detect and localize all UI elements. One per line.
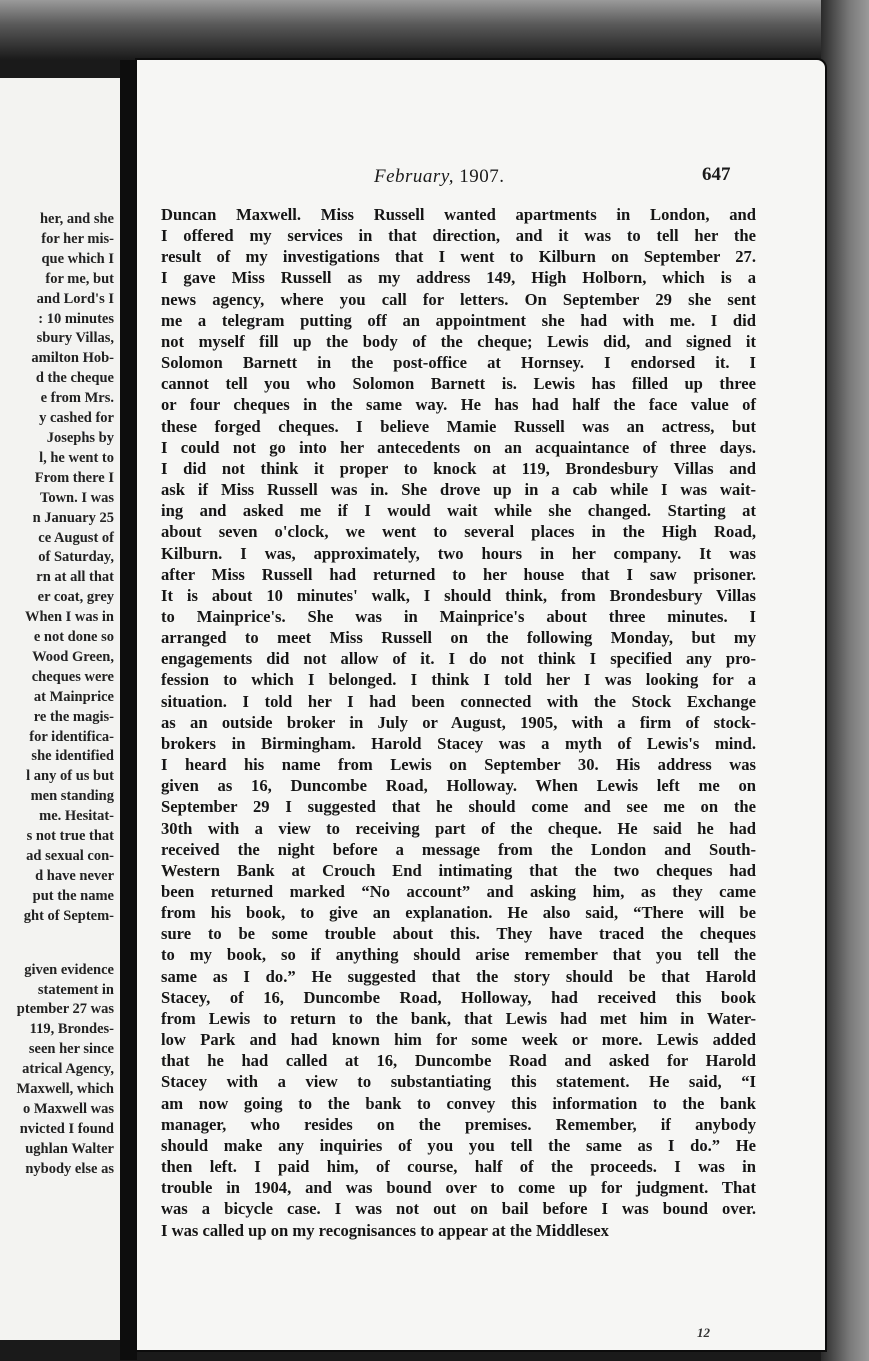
previous-page-line: nvicted I found — [19, 1120, 114, 1137]
text-line: I offered my services in that direction, and it was to tell her the — [161, 226, 756, 246]
text-line: me a telegram putting off an appointment she had with me. I did — [161, 310, 756, 330]
previous-page-line: : 10 minutes — [38, 310, 114, 327]
previous-page-line: sbury Villas, — [36, 330, 114, 347]
header-date — [374, 166, 504, 188]
text-line: 30th with a view to receiving part of the cheque. He said he had — [161, 818, 756, 838]
page-number: 647 — [702, 164, 731, 185]
page-body-text — [161, 204, 756, 1241]
text-line: low Park and had known him for some week or more. Lewis added — [161, 1030, 756, 1050]
text-line: September 29 I suggested that he should come and see me on the — [161, 797, 756, 817]
previous-page-line: me. Hesitat- — [39, 808, 114, 825]
previous-page-line: for identifica- — [29, 728, 114, 745]
text-line: after Miss Russell had returned to her house that I saw prisoner. — [161, 564, 756, 584]
previous-page-line: Josephs by — [46, 429, 114, 446]
text-line: Western Bank at Crouch End intimating that the two cheques had — [161, 860, 756, 880]
previous-page-line: s not true that — [26, 828, 114, 845]
previous-page-line: for her mis- — [41, 230, 114, 247]
previous-page-line: que which I — [41, 250, 114, 267]
text-line: Kilburn. I was, approximately, two hours in her company. It was — [161, 543, 756, 563]
text-line: news agency, where you call for letters. On September 29 she sent — [161, 289, 756, 309]
previous-page-line: at Mainprice — [33, 688, 114, 705]
text-line: from his book, to give an explanation. He also said, “There will be — [161, 903, 756, 923]
text-line: engagements did not allow of it. I do not think I specified any pro- — [161, 649, 756, 669]
text-line: been returned marked “No account” and asking him, as they came — [161, 882, 756, 901]
previous-page-line: re the magis- — [33, 708, 114, 725]
previous-page-line: she identified — [31, 748, 114, 765]
previous-page-line: e from Mrs. — [40, 390, 114, 407]
text-line: not myself fill up the body of the cheque; Lewis did, and signed it — [161, 331, 756, 351]
previous-page-line: nybody else as — [25, 1160, 114, 1177]
text-line: same as I do.” He suggested that the story should be that Harold — [161, 966, 756, 986]
text-line: trouble in 1904, and was bound over to come up for judgment. That — [161, 1178, 756, 1198]
previous-page-line: men standing — [30, 788, 114, 805]
text-line: ask if Miss Russell was in. She drove up in a cab while I was wait- — [161, 480, 756, 500]
previous-page-line: ughlan Walter — [25, 1140, 114, 1157]
previous-page-line: for me, but — [45, 270, 114, 287]
previous-page-line: given evidence — [24, 961, 114, 978]
previous-page-line: ptember 27 was — [16, 1001, 114, 1018]
book-gutter — [120, 60, 137, 1360]
text-line: should make any inquiries of you you tell the same as I do.” He — [161, 1135, 756, 1155]
text-line: given as 16, Duncombe Road, Holloway. When Lewis left me on — [161, 776, 756, 796]
previous-page-line: d have never — [35, 867, 114, 884]
scan-right-edge — [821, 0, 869, 1361]
previous-page-line: From there I — [34, 469, 114, 486]
text-line: Duncan Maxwell. Miss Russell wanted apartments in London, and — [161, 205, 756, 224]
text-line: then left. I paid him, of course, half of the proceeds. I was in — [161, 1157, 756, 1177]
text-line: I could not go into her antecedents on an acquaintance of three days. — [161, 437, 756, 457]
previous-page-line: y cashed for — [39, 410, 114, 427]
text-line: as an outside broker in July or August, 1905, with a firm of stock- — [161, 712, 756, 732]
text-line: received the night before a message from the London and South- — [161, 839, 756, 859]
text-line: about seven o'clock, we went to several places in the High Road, — [161, 522, 756, 542]
previous-page-line: l, he went to — [39, 449, 114, 466]
text-line: situation. I told her I had been connected with the Stock Exchange — [161, 691, 756, 711]
previous-page-line: When I was in — [24, 609, 114, 626]
previous-page-line: put the name — [32, 887, 114, 904]
previous-page-line: seen her since — [28, 1041, 114, 1058]
previous-page — [0, 78, 126, 1340]
previous-page-line: Maxwell, which — [16, 1081, 114, 1098]
header-year: 1907. — [459, 166, 505, 187]
previous-page-line: and Lord's I — [36, 290, 114, 307]
text-line: I gave Miss Russell as my address 149, High Holborn, which is a — [161, 268, 756, 288]
previous-page-line: 119, Brondes- — [29, 1021, 114, 1038]
text-line: am now going to the bank to convey this information to the bank — [161, 1093, 756, 1113]
text-line: Stacey, of 16, Duncombe Road, Holloway, had received this book — [161, 987, 756, 1007]
text-line: to my book, so if anything should arise remember that you tell the — [161, 945, 756, 965]
text-line: I was called up on my recognisances to appear at the Middlesex — [161, 1220, 609, 1240]
previous-page-line: statement in — [37, 981, 114, 998]
header-month: February, — [374, 166, 454, 187]
previous-page-line: Wood Green, — [32, 648, 114, 665]
signature-mark: 12 — [697, 1325, 710, 1340]
line-gap — [0, 927, 114, 961]
scan-top-shadow — [0, 0, 869, 60]
text-line: sure to be some trouble about this. They have traced the cheques — [161, 924, 756, 944]
previous-page-line: atrical Agency, — [22, 1061, 114, 1078]
text-line: from Lewis to return to the bank, that Lewis had met him in Water- — [161, 1008, 756, 1028]
text-line: Stacey with a view to substantiating this statement. He said, “I — [161, 1072, 756, 1092]
text-line: was a bicycle case. I was not out on bail before I was bound over. — [161, 1199, 756, 1219]
previous-page-line: ce August of — [38, 529, 114, 546]
previous-page-line: cheques were — [31, 668, 114, 685]
previous-page-line: of Saturday, — [38, 549, 114, 566]
text-line: I did not think it proper to knock at 119, Brondesbury Villas and — [161, 458, 756, 478]
previous-page-line: l any of us but — [26, 768, 114, 785]
previous-page-line: ad sexual con- — [26, 848, 114, 864]
previous-page-line: n January 25 — [32, 509, 114, 526]
previous-page-line: o Maxwell was — [22, 1100, 114, 1117]
text-line: cannot tell you who Solomon Barnett is. Lewis has filled up three — [161, 374, 756, 394]
text-line: result of my investigations that I went to Kilburn on September 27. — [161, 247, 756, 267]
previous-page-line: d the cheque — [35, 370, 114, 387]
text-line: brokers in Birmingham. Harold Stacey was a myth of Lewis's mind. — [161, 733, 756, 753]
text-line: these forged cheques. I believe Mamie Russell was an actress, but — [161, 416, 756, 436]
previous-page-line: er coat, grey — [37, 589, 114, 606]
text-line: Solomon Barnett in the post-office at Hornsey. I endorsed it. I — [161, 353, 756, 373]
previous-page-text — [0, 210, 114, 1180]
previous-page-line: her, and she — [39, 211, 114, 227]
text-line: manager, who resides on the premises. Remember, if anybody — [161, 1114, 756, 1134]
previous-page-line: Town. I was — [39, 489, 114, 506]
text-line: that he had called at 16, Duncombe Road and asked for Harold — [161, 1051, 756, 1071]
previous-page-line: ght of Septem- — [23, 907, 114, 924]
text-line: to Mainprice's. She was in Mainprice's about three minutes. I — [161, 606, 756, 626]
text-line: It is about 10 minutes' walk, I should think, from Brondesbury Villas — [161, 585, 756, 605]
text-line: fession to which I belonged. I think I told her I was looking for a — [161, 670, 756, 690]
previous-page-line: rn at all that — [36, 569, 114, 586]
text-line: or four cheques in the same way. He has had half the face value of — [161, 395, 756, 415]
running-header — [137, 166, 825, 192]
current-page — [137, 60, 825, 1350]
text-line: ing and asked me if I would wait while she changed. Starting at — [161, 501, 756, 521]
previous-page-line: amilton Hob- — [31, 350, 114, 367]
text-line: I heard his name from Lewis on September 30. His address was — [161, 755, 756, 775]
previous-page-line: e not done so — [33, 629, 114, 646]
text-line: arranged to meet Miss Russell on the following Monday, but my — [161, 628, 756, 648]
